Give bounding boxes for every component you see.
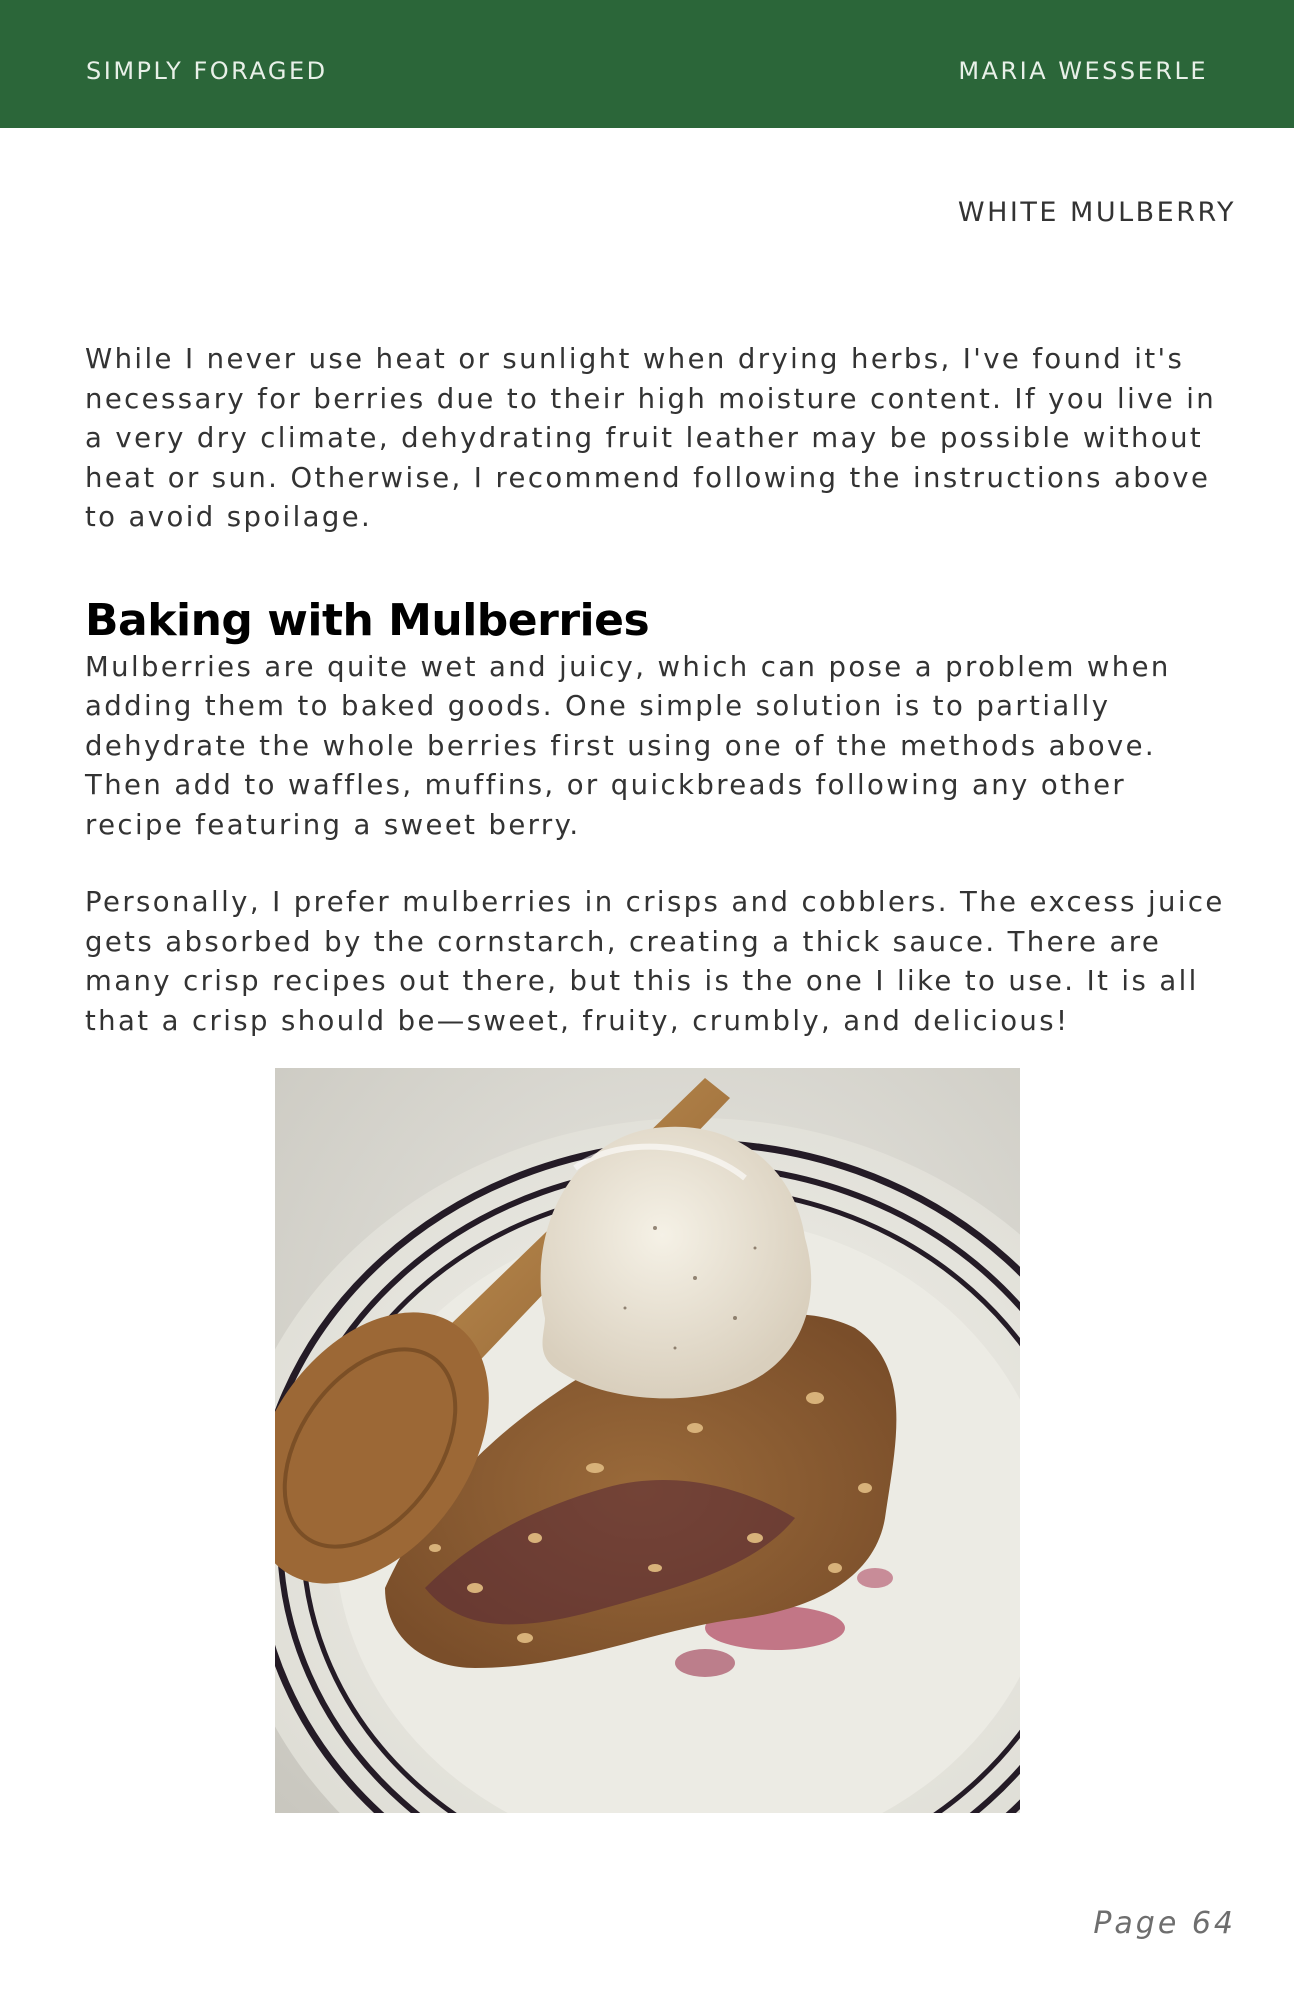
author-name: MARIA WESSERLE [958, 57, 1208, 85]
paragraph-drying: While I never use heat or sunlight when drying herbs, I've found it's necessary for berries due to their high moisture content. If you live in a very dry climate, dehydrating fruit leather may be possible without heat or sun. Otherwise, I recommend following the instructions above to avoid spoilage. [85, 343, 1217, 533]
paragraph-baking: Mulberries are quite wet and juicy, which can pose a problem when adding them to baked goods. One simple solution is to partially dehydrate the whole berries first using one of the methods above. Then add to waffles, muffins, or quickbreads following any other recipe featuring a sweet berry. [85, 650, 1171, 841]
book-title: SIMPLY FORAGED [86, 57, 328, 85]
header-bar [0, 0, 1294, 128]
paragraph-crisps: Personally, I prefer mulberries in crisps and cobblers. The excess juice gets absorbed by the cornstarch, creating a thick sauce. There are many crisp recipes out there, but this is the one I like to use. It is all that a crisp should be—sweet, fruity, crumbly, and delicious! [85, 886, 1225, 1037]
mulberry-crisp-photo [275, 1068, 1020, 1813]
section-heading: Baking with Mulberries [85, 594, 650, 646]
page-content [85, 340, 1225, 1041]
page-number: Page 64 [1093, 1906, 1236, 1941]
chapter-label: WHITE MULBERRY [957, 197, 1236, 228]
